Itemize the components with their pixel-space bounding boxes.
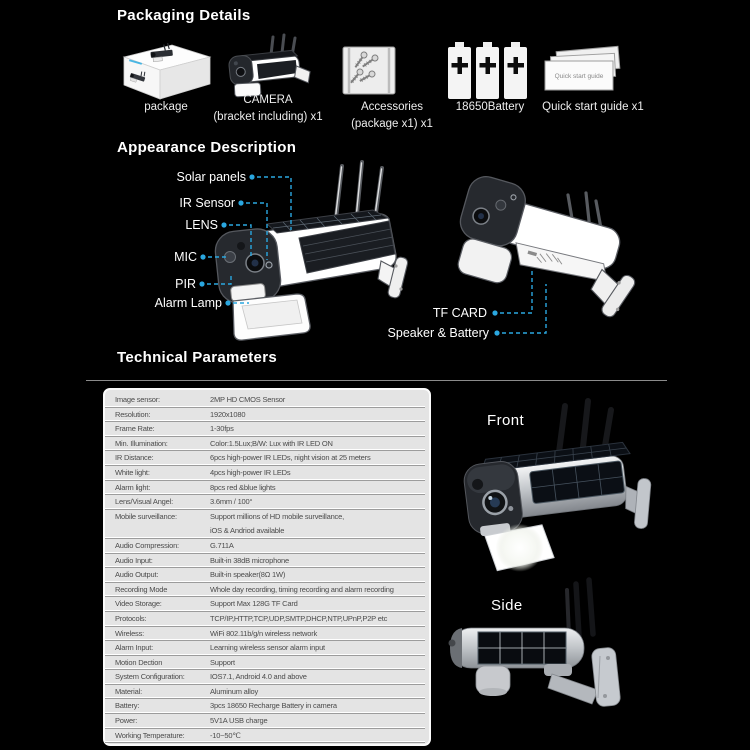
spec-row (105, 481, 425, 496)
spec-value: TCP/IP,HTTP,TCP,UDP,SMTP,DHCP,NTP,UPnP,P2P etc (210, 613, 388, 623)
spec-row (105, 641, 425, 656)
spec-value: 3.6mm / 100° (210, 497, 253, 507)
spec-row (105, 627, 425, 642)
spec-label: Battery: (115, 701, 140, 711)
spec-row (105, 670, 425, 685)
spec-label: Motion Dection (115, 657, 163, 667)
spec-value: 3pcs 18650 Recharge Battery in camera (210, 701, 337, 711)
callout-speaker-battery: Speaker & Battery (387, 326, 489, 340)
callout-alarm-lamp: Alarm Lamp (154, 296, 222, 310)
spec-label: Material: (115, 686, 142, 696)
spec-label: Recording Mode (115, 584, 168, 594)
callout-mic: MIC (174, 250, 197, 264)
spec-label: Mobile surveillance: (115, 511, 177, 521)
spec-value: Whole day recording, timing recording and alarm recording (210, 584, 394, 594)
spec-value: 5V1A USB charge (210, 716, 268, 726)
spec-label: Audio Output: (115, 570, 159, 580)
packaging-title: Packaging Details (117, 7, 251, 24)
camera-label-2: (bracket including) x1 (213, 111, 323, 123)
spec-value: G.711A (210, 540, 234, 550)
spec-row (105, 437, 425, 452)
spec-row (105, 729, 425, 744)
spec-row (105, 656, 425, 671)
spec-label: Protocols: (115, 613, 147, 623)
spec-value: Support (210, 657, 235, 667)
spec-row (105, 451, 425, 466)
spec-label: Alarm Input: (115, 643, 154, 653)
spec-label: IR Distance: (115, 453, 154, 463)
spec-row (105, 554, 425, 569)
spec-row (105, 408, 425, 423)
package-label: package (144, 101, 188, 113)
side-view-photo (448, 578, 633, 708)
spec-value: Support Max 128G TF Card (210, 599, 298, 609)
spec-table (103, 388, 431, 746)
callout-solar-panels: Solar panels (176, 170, 246, 184)
spec-row (105, 699, 425, 714)
section-divider-line (86, 380, 667, 381)
spec-value-line2: iOS & Andriod available (210, 525, 285, 535)
spec-label: Image sensor: (115, 395, 160, 404)
spec-value: Built-in 38dB microphone (210, 555, 289, 565)
front-view-label: Front (487, 412, 525, 429)
spec-row (105, 597, 425, 612)
spec-row (105, 539, 425, 554)
spec-value: 1920x1080 (210, 409, 246, 419)
spec-row (105, 714, 425, 729)
spec-value: Color:1.5Lux;B/W: Lux with IR LED ON (210, 438, 333, 448)
battery-label: 18650Battery (455, 101, 525, 113)
accessories-label-2: (package x1) x1 (351, 118, 433, 130)
spec-value: 1-30fps (210, 424, 234, 434)
spec-value: Support millions of HD mobile surveillance, (210, 511, 344, 521)
spec-label: Frame Rate: (115, 424, 155, 434)
spec-label: Min. Illumination: (115, 438, 168, 448)
appearance-title: Appearance Description (117, 139, 297, 156)
spec-label: Resolution: (115, 409, 151, 419)
spec-label: Alarm light: (115, 482, 151, 492)
side-view-label: Side (491, 597, 523, 614)
technical-title: Technical Parameters (117, 349, 277, 366)
spec-row (105, 568, 425, 583)
spec-row (105, 510, 425, 539)
spec-label: Wireless: (115, 628, 145, 638)
spec-value: 6pcs high-power IR LEDs, night vision at 25 meters (210, 453, 371, 463)
spec-label: Power: (115, 716, 138, 726)
front-view-photo (448, 398, 643, 578)
callout-lens: LENS (185, 218, 218, 232)
guide-label: Quick start guide x1 (542, 101, 644, 113)
spec-row (105, 393, 425, 408)
spec-label: Video Storage: (115, 599, 162, 609)
accessories-label: Accessories (361, 101, 423, 113)
spec-label: White light: (115, 467, 150, 477)
spec-row (105, 685, 425, 700)
spec-value: 8pcs red &blue lights (210, 482, 276, 492)
callout-ir-sensor: IR Sensor (179, 196, 235, 210)
spec-label: Audio Compression: (115, 540, 179, 550)
spec-value: 2MP HD CMOS Sensor (210, 395, 286, 404)
spec-value: IOS7.1, Android 4.0 and above (210, 672, 307, 682)
spec-value: -10~50℃ (210, 730, 241, 740)
spec-row (105, 495, 425, 510)
spec-value: Built-in speaker(8Ω 1W) (210, 570, 286, 580)
spec-label: System Configuration: (115, 672, 185, 682)
spec-row (105, 422, 425, 437)
camera-label: CAMERA (243, 94, 293, 106)
spec-value: Learning wireless sensor alarm input (210, 643, 325, 653)
spec-value: 4pcs high-power IR LEDs (210, 467, 291, 477)
spec-label: Audio Input: (115, 555, 153, 565)
spec-row (105, 612, 425, 627)
spec-row (105, 466, 425, 481)
callout-tf-card: TF CARD (432, 306, 487, 320)
spec-value: WiFi 802.11b/g/n wireless network (210, 628, 318, 638)
guide-card-text: Quick start guide (554, 73, 604, 80)
spec-row (105, 583, 425, 598)
callout-pir: PIR (175, 277, 196, 291)
spec-value: Aluminum alloy (210, 686, 259, 696)
spec-label: Working Temperature: (115, 730, 185, 740)
spec-label: Lens/Visual Angel: (115, 497, 173, 507)
